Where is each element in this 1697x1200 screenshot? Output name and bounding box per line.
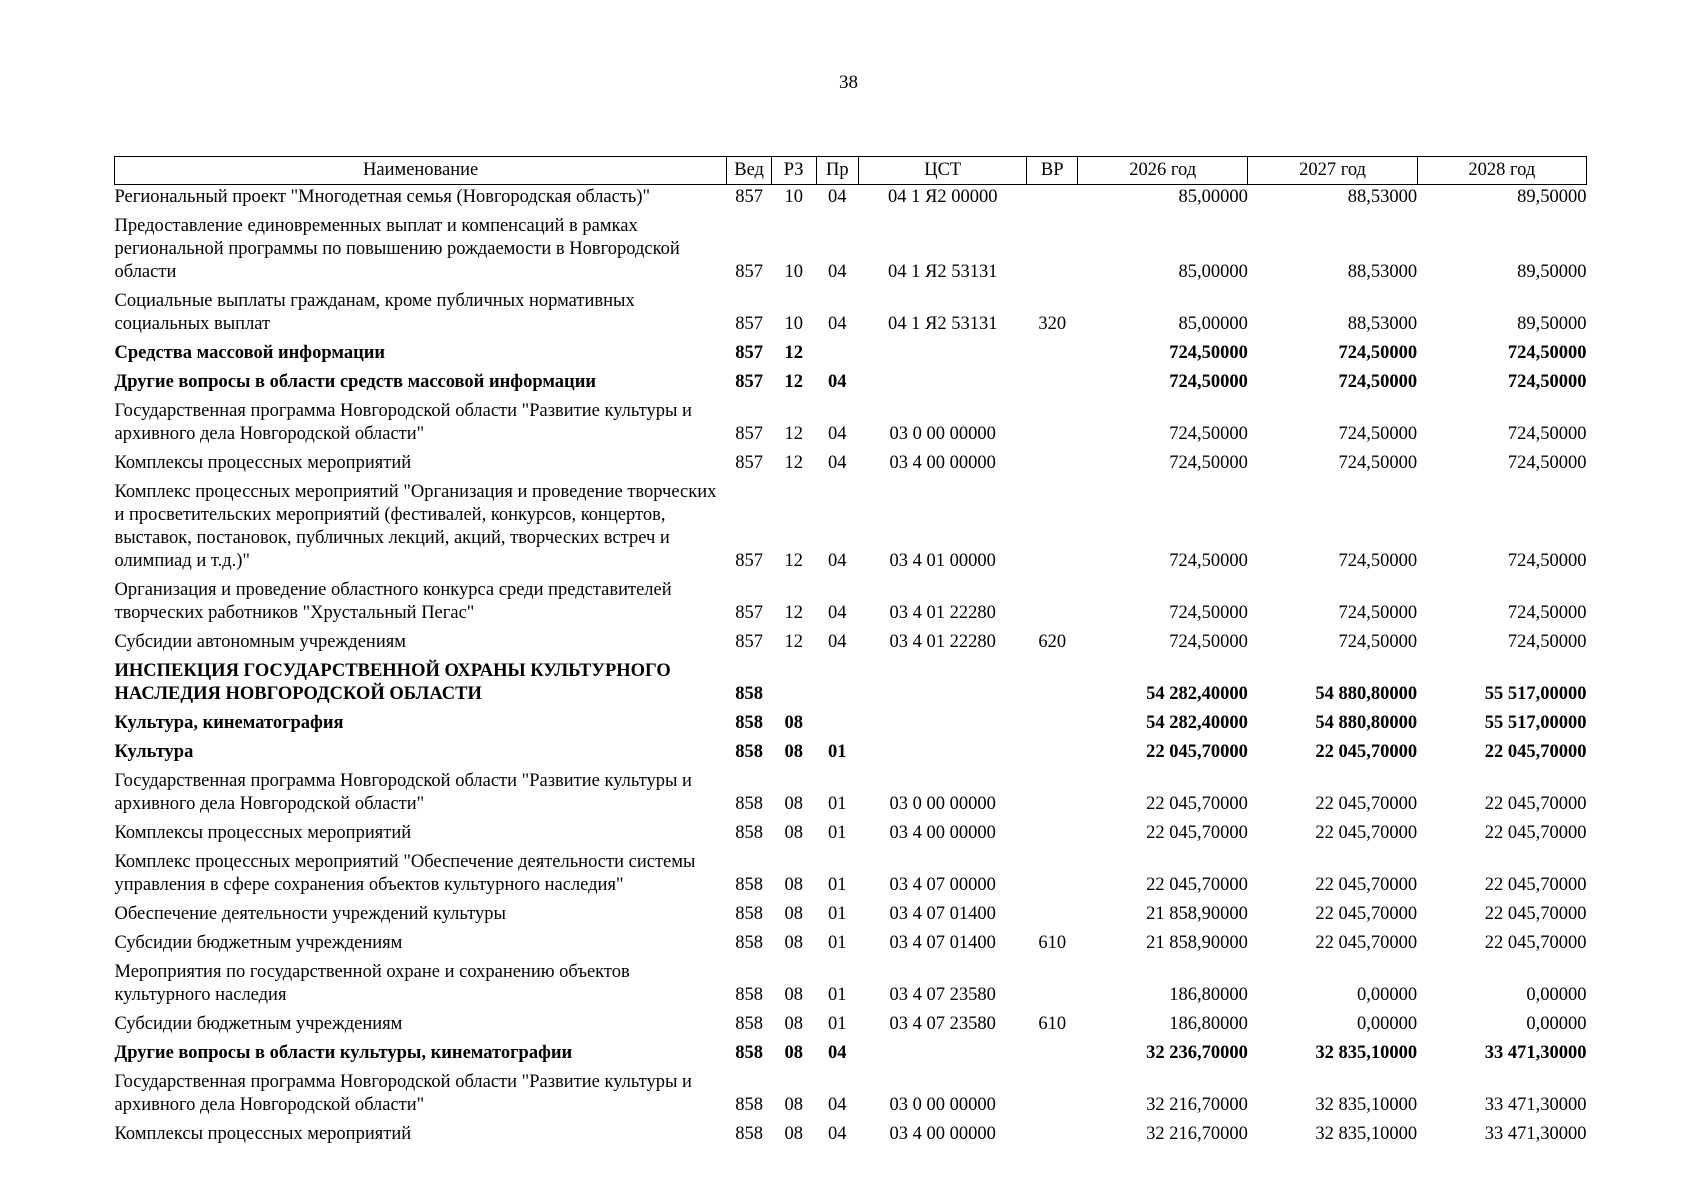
cell-rz: 08 xyxy=(784,933,803,953)
cell-pr: 01 xyxy=(828,1014,847,1034)
cell-ved: 858 xyxy=(735,1014,763,1034)
table-row xyxy=(115,394,1587,446)
header-cst: ЦСТ xyxy=(859,157,1027,185)
cell-2027: 22 045,70000 xyxy=(1315,794,1418,814)
table-row xyxy=(115,1036,1587,1065)
table-row xyxy=(115,816,1587,845)
cell-rz: 12 xyxy=(784,372,803,392)
table-row xyxy=(115,284,1587,336)
cell-rz: 08 xyxy=(784,1043,803,1063)
cell-rz: 08 xyxy=(784,875,803,895)
cell-2028: 89,50000 xyxy=(1517,187,1587,207)
table-body xyxy=(115,185,1587,1147)
cell-rz: 08 xyxy=(784,904,803,924)
cell-ved: 858 xyxy=(735,1043,763,1063)
cell-cst: 03 0 00 00000 xyxy=(889,424,996,444)
cell-2028: 22 045,70000 xyxy=(1484,742,1587,762)
cell-pr: 04 xyxy=(828,551,847,571)
cell-ved: 857 xyxy=(735,632,763,652)
cell-pr: 04 xyxy=(828,1043,847,1063)
cell-vr xyxy=(1027,446,1078,475)
cell-pr: 04 xyxy=(828,603,847,623)
cell-cst: 03 4 01 22280 xyxy=(889,632,996,652)
cell-2027: 22 045,70000 xyxy=(1315,742,1418,762)
cell-2027: 54 880,80000 xyxy=(1315,684,1418,704)
cell-pr: 04 xyxy=(828,424,847,444)
cell-rz: 12 xyxy=(784,453,803,473)
cell-2026: 22 045,70000 xyxy=(1146,875,1248,895)
cell-rz: 10 xyxy=(784,262,803,282)
cell-name: Субсидии бюджетным учреждениям xyxy=(114,933,403,953)
cell-ved: 857 xyxy=(735,262,763,282)
cell-vr: 620 xyxy=(1038,632,1067,652)
cell-name: Государственная программа Новгородской области "Развитие культуры и архивного дела Новгородской области" xyxy=(114,771,692,814)
table-row xyxy=(115,735,1587,764)
table-row xyxy=(115,1065,1587,1117)
cell-rz: 08 xyxy=(784,985,803,1005)
cell-rz: 08 xyxy=(784,742,803,762)
cell-vr xyxy=(1027,475,1078,573)
page-number: 38 xyxy=(839,72,858,93)
cell-2028: 89,50000 xyxy=(1517,262,1587,282)
cell-name: Обеспечение деятельности учреждений культуры xyxy=(114,904,506,924)
cell-2027: 22 045,70000 xyxy=(1315,933,1418,953)
cell-pr: 04 xyxy=(828,453,847,473)
cell-2028: 724,50000 xyxy=(1507,343,1587,363)
cell-cst: 03 4 07 00000 xyxy=(889,875,996,895)
cell-ved: 858 xyxy=(735,713,763,733)
cell-2026: 22 045,70000 xyxy=(1146,742,1248,762)
cell-2026: 54 282,40000 xyxy=(1146,684,1248,704)
cell-pr: 04 xyxy=(828,314,847,334)
cell-2027: 724,50000 xyxy=(1338,603,1418,623)
table-header-row xyxy=(115,157,1587,185)
cell-cst: 03 0 00 00000 xyxy=(889,794,996,814)
cell-2026: 22 045,70000 xyxy=(1146,823,1248,843)
cell-2027: 724,50000 xyxy=(1338,453,1418,473)
cell-2027: 724,50000 xyxy=(1338,551,1418,571)
cell-name: Государственная программа Новгородской области "Развитие культуры и архивного дела Новгородской области" xyxy=(114,401,692,444)
cell-ved: 857 xyxy=(735,603,763,623)
cell-2028: 724,50000 xyxy=(1507,372,1587,392)
cell-2028: 724,50000 xyxy=(1507,632,1587,652)
cell-cst: 03 4 07 23580 xyxy=(889,985,996,1005)
cell-2027: 724,50000 xyxy=(1338,424,1418,444)
cell-pr: 04 xyxy=(828,632,847,652)
cell-rz: 10 xyxy=(784,314,803,334)
cell-cst: 03 4 07 23580 xyxy=(889,1014,996,1034)
table-row xyxy=(115,336,1587,365)
cell-ved: 858 xyxy=(735,875,763,895)
cell-2026: 54 282,40000 xyxy=(1146,713,1248,733)
header-ved: Вед xyxy=(727,157,772,185)
table-row xyxy=(115,446,1587,475)
cell-pr: 01 xyxy=(828,794,847,814)
cell-2028: 22 045,70000 xyxy=(1484,823,1587,843)
cell-vr xyxy=(1027,1036,1078,1065)
cell-2028: 22 045,70000 xyxy=(1484,875,1587,895)
cell-2027: 32 835,10000 xyxy=(1315,1043,1418,1063)
cell-2026: 724,50000 xyxy=(1169,372,1248,392)
cell-vr xyxy=(1027,706,1078,735)
cell-vr xyxy=(1027,654,1078,706)
cell-2026: 21 858,90000 xyxy=(1146,933,1248,953)
cell-cst xyxy=(859,654,1027,706)
cell-cst: 03 4 07 01400 xyxy=(889,933,996,953)
cell-2028: 33 471,30000 xyxy=(1484,1124,1587,1144)
table-row xyxy=(115,654,1587,706)
cell-vr xyxy=(1027,764,1078,816)
table-row xyxy=(115,764,1587,816)
cell-2028: 33 471,30000 xyxy=(1484,1095,1587,1115)
cell-ved: 858 xyxy=(735,794,763,814)
cell-pr: 01 xyxy=(828,742,847,762)
cell-name: Комплексы процессных мероприятий xyxy=(114,453,412,473)
cell-name: Культура, кинематография xyxy=(114,713,344,733)
cell-pr: 04 xyxy=(828,372,847,392)
cell-cst: 03 4 00 00000 xyxy=(889,823,996,843)
cell-ved: 857 xyxy=(735,314,763,334)
table-row xyxy=(115,209,1587,284)
cell-ved: 857 xyxy=(735,453,763,473)
table-row xyxy=(115,185,1587,210)
table-row xyxy=(115,1117,1587,1146)
cell-ved: 857 xyxy=(735,187,763,207)
cell-vr xyxy=(1027,955,1078,1007)
cell-name: Мероприятия по государственной охране и сохранению объектов культурного наследия xyxy=(114,962,630,1005)
cell-2027: 22 045,70000 xyxy=(1315,823,1418,843)
cell-pr xyxy=(816,654,859,706)
cell-rz: 12 xyxy=(784,551,803,571)
cell-2027: 724,50000 xyxy=(1338,343,1418,363)
cell-ved: 858 xyxy=(735,904,763,924)
cell-name: Субсидии бюджетным учреждениям xyxy=(114,1014,403,1034)
cell-2026: 724,50000 xyxy=(1169,632,1248,652)
cell-vr xyxy=(1027,394,1078,446)
cell-cst xyxy=(859,1036,1027,1065)
cell-2026: 724,50000 xyxy=(1169,453,1248,473)
cell-2028: 33 471,30000 xyxy=(1484,1043,1587,1063)
cell-2026: 85,00000 xyxy=(1178,262,1248,282)
cell-2027: 0,00000 xyxy=(1357,1014,1418,1034)
table-row xyxy=(115,625,1587,654)
cell-cst: 04 1 Я2 53131 xyxy=(887,262,998,282)
cell-2028: 0,00000 xyxy=(1526,1014,1587,1034)
cell-name: Государственная программа Новгородской области "Развитие культуры и архивного дела Новгородской области" xyxy=(114,1072,692,1115)
cell-2028: 22 045,70000 xyxy=(1484,933,1587,953)
table-row xyxy=(115,897,1587,926)
cell-name: Комплексы процессных мероприятий xyxy=(114,1124,412,1144)
cell-2026: 22 045,70000 xyxy=(1146,794,1248,814)
cell-2028: 89,50000 xyxy=(1517,314,1587,334)
header-vr: ВР xyxy=(1027,157,1078,185)
cell-ved: 858 xyxy=(735,823,763,843)
header-rz: РЗ xyxy=(771,157,816,185)
budget-table xyxy=(114,156,1587,1146)
cell-pr: 01 xyxy=(828,904,847,924)
cell-pr: 01 xyxy=(828,933,847,953)
cell-cst: 03 4 01 22280 xyxy=(889,603,996,623)
cell-vr xyxy=(1027,185,1078,210)
cell-vr xyxy=(1027,573,1078,625)
cell-2027: 32 835,10000 xyxy=(1315,1095,1418,1115)
table-row xyxy=(115,845,1587,897)
cell-2026: 186,80000 xyxy=(1169,985,1248,1005)
cell-2028: 55 517,00000 xyxy=(1484,713,1587,733)
header-2028: 2028 год xyxy=(1417,157,1586,185)
header-name: Наименование xyxy=(115,157,727,185)
cell-name: Другие вопросы в области средств массовой информации xyxy=(114,372,597,392)
cell-2026: 724,50000 xyxy=(1169,343,1248,363)
cell-2028: 724,50000 xyxy=(1507,551,1587,571)
cell-2027: 32 835,10000 xyxy=(1315,1124,1418,1144)
cell-ved: 858 xyxy=(735,985,763,1005)
cell-rz: 12 xyxy=(784,632,803,652)
cell-2027: 724,50000 xyxy=(1338,372,1418,392)
cell-2028: 22 045,70000 xyxy=(1484,904,1587,924)
cell-2028: 724,50000 xyxy=(1507,453,1587,473)
cell-vr xyxy=(1027,816,1078,845)
cell-name: Культура xyxy=(114,742,194,762)
cell-2026: 85,00000 xyxy=(1178,187,1248,207)
cell-2026: 21 858,90000 xyxy=(1146,904,1248,924)
header-2027: 2027 год xyxy=(1248,157,1417,185)
cell-pr: 01 xyxy=(828,823,847,843)
cell-2026: 186,80000 xyxy=(1169,1014,1248,1034)
cell-ved: 857 xyxy=(735,551,763,571)
cell-cst: 03 4 01 00000 xyxy=(889,551,996,571)
cell-name: Комплекс процессных мероприятий "Организация и проведение творческих и просветительских мероприятий (фестивалей, конкурсов, концертов, выставок, постановок, публичных лекций, акций, творческих встреч и олимпиад и т.д.)" xyxy=(114,482,717,571)
cell-cst: 04 1 Я2 53131 xyxy=(887,314,998,334)
cell-2028: 724,50000 xyxy=(1507,603,1587,623)
cell-rz: 08 xyxy=(784,1124,803,1144)
cell-2027: 0,00000 xyxy=(1357,985,1418,1005)
table-row xyxy=(115,365,1587,394)
cell-pr: 01 xyxy=(828,875,847,895)
cell-pr: 01 xyxy=(828,985,847,1005)
cell-vr xyxy=(1027,1065,1078,1117)
table-row xyxy=(115,955,1587,1007)
cell-2026: 32 216,70000 xyxy=(1146,1124,1248,1144)
cell-vr xyxy=(1027,735,1078,764)
cell-ved: 857 xyxy=(735,372,763,392)
cell-ved: 858 xyxy=(735,1124,763,1144)
cell-pr: 04 xyxy=(828,262,847,282)
cell-vr: 610 xyxy=(1038,1014,1067,1034)
cell-rz xyxy=(771,654,816,706)
cell-rz: 12 xyxy=(784,424,803,444)
cell-2027: 724,50000 xyxy=(1338,632,1418,652)
cell-vr xyxy=(1027,1117,1078,1146)
cell-name: ИНСПЕКЦИЯ ГОСУДАРСТВЕННОЙ ОХРАНЫ КУЛЬТУРНОГО НАСЛЕДИЯ НОВГОРОДСКОЙ ОБЛАСТИ xyxy=(114,661,671,704)
cell-vr: 610 xyxy=(1038,933,1067,953)
cell-2026: 724,50000 xyxy=(1169,603,1248,623)
header-2026: 2026 год xyxy=(1078,157,1248,185)
cell-cst xyxy=(859,735,1027,764)
header-pr: Пр xyxy=(816,157,859,185)
cell-2028: 22 045,70000 xyxy=(1484,794,1587,814)
cell-ved: 857 xyxy=(735,343,763,363)
cell-2026: 85,00000 xyxy=(1178,314,1248,334)
cell-ved: 857 xyxy=(735,424,763,444)
cell-name: Комплекс процессных мероприятий "Обеспечение деятельности системы управления в сфере сохранения объектов культурного наследия" xyxy=(114,852,696,895)
cell-2026: 724,50000 xyxy=(1169,424,1248,444)
cell-2027: 22 045,70000 xyxy=(1315,904,1418,924)
cell-name: Комплексы процессных мероприятий xyxy=(114,823,412,843)
cell-pr xyxy=(816,336,859,365)
cell-cst: 03 0 00 00000 xyxy=(889,1095,996,1115)
cell-rz: 10 xyxy=(784,187,803,207)
cell-rz: 12 xyxy=(784,603,803,623)
cell-vr xyxy=(1027,365,1078,394)
cell-2028: 0,00000 xyxy=(1526,985,1587,1005)
cell-name: Субсидии автономным учреждениям xyxy=(114,632,406,652)
cell-cst: 03 4 07 01400 xyxy=(889,904,996,924)
cell-vr: 320 xyxy=(1038,314,1067,334)
cell-ved: 858 xyxy=(735,1095,763,1115)
cell-2028: 55 517,00000 xyxy=(1484,684,1587,704)
cell-rz: 08 xyxy=(784,794,803,814)
cell-cst xyxy=(859,706,1027,735)
cell-cst xyxy=(859,336,1027,365)
cell-name: Организация и проведение областного конкурса среди представителей творческих работников "Хрустальный Пегас" xyxy=(114,580,672,623)
table-row xyxy=(115,926,1587,955)
cell-2028: 724,50000 xyxy=(1507,424,1587,444)
cell-vr xyxy=(1027,336,1078,365)
cell-cst xyxy=(859,365,1027,394)
cell-ved: 858 xyxy=(735,684,763,704)
cell-vr xyxy=(1027,209,1078,284)
cell-cst: 03 4 00 00000 xyxy=(889,1124,996,1144)
cell-name: Средства массовой информации xyxy=(114,343,386,363)
cell-2027: 88,53000 xyxy=(1347,187,1418,207)
table-row xyxy=(115,573,1587,625)
cell-2027: 54 880,80000 xyxy=(1315,713,1418,733)
cell-name: Социальные выплаты гражданам, кроме публичных нормативных социальных выплат xyxy=(114,291,635,334)
cell-ved: 858 xyxy=(735,933,763,953)
cell-name: Другие вопросы в области культуры, кинематографии xyxy=(114,1043,573,1063)
cell-ved: 858 xyxy=(735,742,763,762)
cell-rz: 08 xyxy=(784,823,803,843)
table-row xyxy=(115,1007,1587,1036)
cell-2026: 724,50000 xyxy=(1169,551,1248,571)
cell-name: Региональный проект "Многодетная семья (Новгородская область)" xyxy=(114,187,651,207)
cell-2027: 22 045,70000 xyxy=(1315,875,1418,895)
cell-rz: 08 xyxy=(784,713,803,733)
cell-2026: 32 236,70000 xyxy=(1146,1043,1248,1063)
cell-2027: 88,53000 xyxy=(1347,262,1418,282)
cell-2027: 88,53000 xyxy=(1347,314,1418,334)
cell-2026: 32 216,70000 xyxy=(1146,1095,1248,1115)
table-row xyxy=(115,706,1587,735)
cell-name: Предоставление единовременных выплат и компенсаций в рамках региональной программы по повышению рождаемости в Новгородской области xyxy=(114,216,680,282)
cell-pr: 04 xyxy=(828,1095,847,1115)
cell-pr xyxy=(816,706,859,735)
cell-vr xyxy=(1027,845,1078,897)
cell-rz: 08 xyxy=(784,1095,803,1115)
cell-cst: 04 1 Я2 00000 xyxy=(887,187,998,207)
cell-pr: 04 xyxy=(828,1124,847,1144)
table-row xyxy=(115,475,1587,573)
cell-vr xyxy=(1027,897,1078,926)
cell-pr: 04 xyxy=(828,187,847,207)
cell-rz: 08 xyxy=(784,1014,803,1034)
cell-cst: 03 4 00 00000 xyxy=(889,453,996,473)
cell-rz: 12 xyxy=(784,343,803,363)
